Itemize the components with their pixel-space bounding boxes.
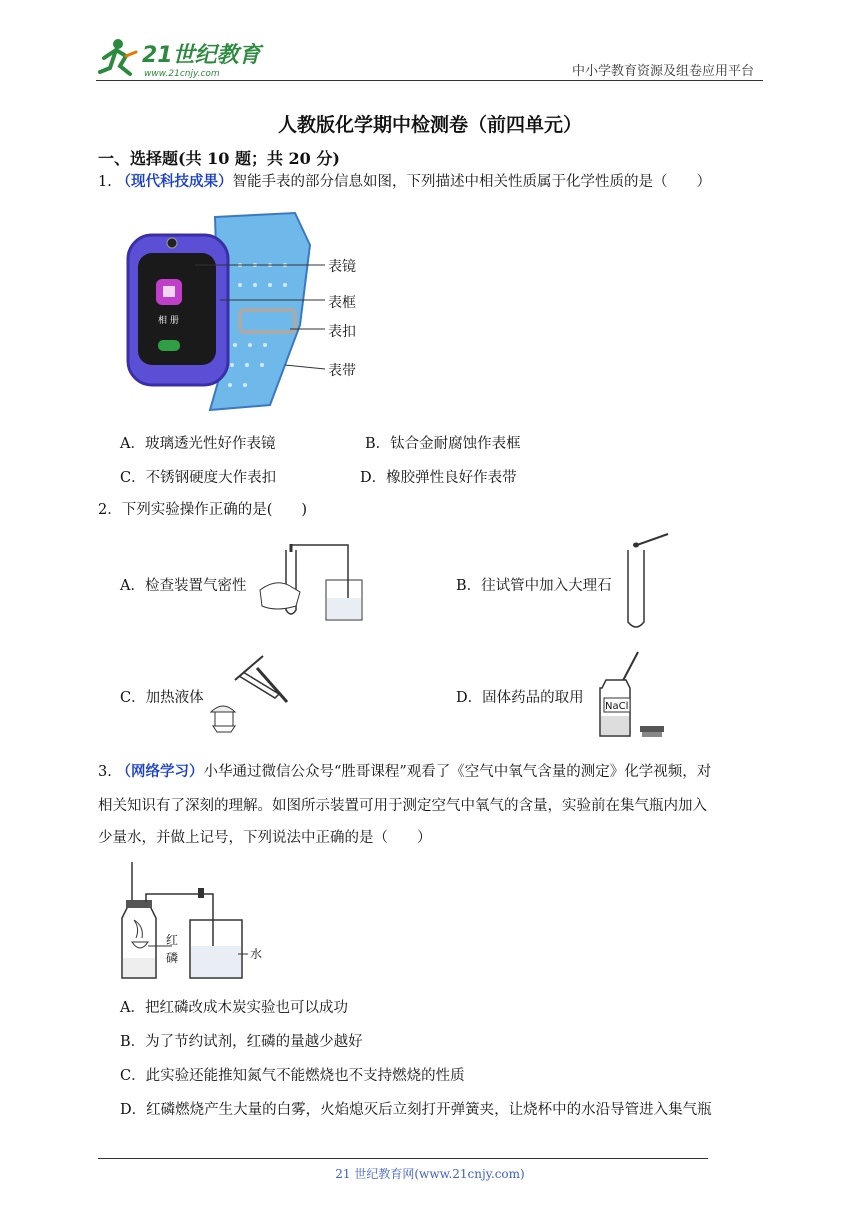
footer-divider [98, 1158, 708, 1159]
page-title: 人教版化学期中检测卷（前四单元） [277, 114, 582, 136]
site-logo [96, 36, 276, 80]
label-water: 水 [250, 947, 263, 961]
watch-screen-label: 相 册 [158, 316, 179, 326]
logo-url: www.21cnjy.com [144, 69, 220, 79]
question-2-stem: 2．下列实验操作正确的是( ) [98, 502, 308, 518]
header-divider [96, 80, 763, 81]
question-3-line-1-text: 小华通过微信公众号“胜哥课程”观看了《空气中氧气含量的测定》化学视频，对 [203, 764, 712, 780]
airtightness-check-figure [256, 540, 366, 629]
add-marble-figure [620, 530, 680, 639]
question-3-number: 3. [98, 764, 112, 780]
question-1-number: 1. [98, 174, 112, 190]
q2-option-a[interactable]: A．检查装置气密性 [120, 578, 247, 594]
label-watch-buckle: 表扣 [328, 324, 356, 340]
question-3-line-2: 相关知识有了深刻的理解。如图所示装置可用于测定空气中氧气的含量，实验前在集气瓶内加入 [98, 798, 707, 814]
label-watch-frame: 表框 [328, 295, 356, 311]
q3-option-d[interactable]: D．红磷燃烧产生大量的白雾，火焰熄灭后立刻打开弹簧夹，让烧杯中的水沿导管进入集气瓶 [120, 1102, 712, 1118]
question-1-text: 智能手表的部分信息如图，下列描述中相关性质属于化学性质的是（ ） [232, 174, 711, 190]
q2-option-c[interactable]: C．加热液体 [120, 690, 204, 706]
label-watch-glass: 表镜 [328, 259, 356, 275]
question-1-stem [98, 172, 778, 192]
header-platform-text: 中小学教育资源及组卷应用平台 [572, 64, 755, 79]
question-3-line-1 [98, 762, 778, 782]
solid-reagent-figure [592, 650, 672, 744]
logo-text: 21世纪教育 [142, 43, 261, 68]
smartwatch-figure [120, 205, 380, 419]
q1-option-a[interactable]: A．玻璃透光性好作表镜 [120, 436, 276, 452]
section-heading: 一、选择题(共 10 题；共 20 分) [98, 149, 340, 168]
runner-logo-icon [100, 39, 136, 74]
q1-option-c[interactable]: C．不锈钢硬度大作表扣 [120, 470, 277, 486]
q2-option-b[interactable]: B．往试管中加入大理石 [456, 578, 612, 594]
nacl-label: NaCl [605, 701, 629, 712]
label-red-1: 红 [166, 933, 179, 947]
q3-option-b[interactable]: B．为了节约试剂，红磷的量越少越好 [120, 1034, 363, 1050]
label-phosphorus: 磷 [166, 951, 179, 965]
q3-option-a[interactable]: A．把红磷改成木炭实验也可以成功 [120, 1000, 348, 1016]
q1-option-d[interactable]: D．橡胶弹性良好作表带 [360, 470, 517, 486]
footer-text[interactable]: 21 世纪教育网(www.21cnjy.com) [335, 1167, 525, 1181]
heating-liquid-figure [205, 650, 295, 739]
q1-option-b[interactable]: B．钛合金耐腐蚀作表框 [365, 436, 521, 452]
question-3-line-3: 少量水，并做上记号，下列说法中正确的是（ ） [98, 830, 432, 846]
oxygen-measurement-figure [118, 858, 278, 987]
q2-option-d[interactable]: D．固体药品的取用 [456, 690, 584, 706]
q3-option-c[interactable]: C．此实验还能推知氮气不能燃烧也不支持燃烧的性质 [120, 1068, 465, 1084]
question-3-tag: （网络学习） [116, 763, 204, 780]
label-watch-strap: 表带 [328, 363, 356, 379]
question-1-tag: （现代科技成果） [116, 173, 233, 190]
